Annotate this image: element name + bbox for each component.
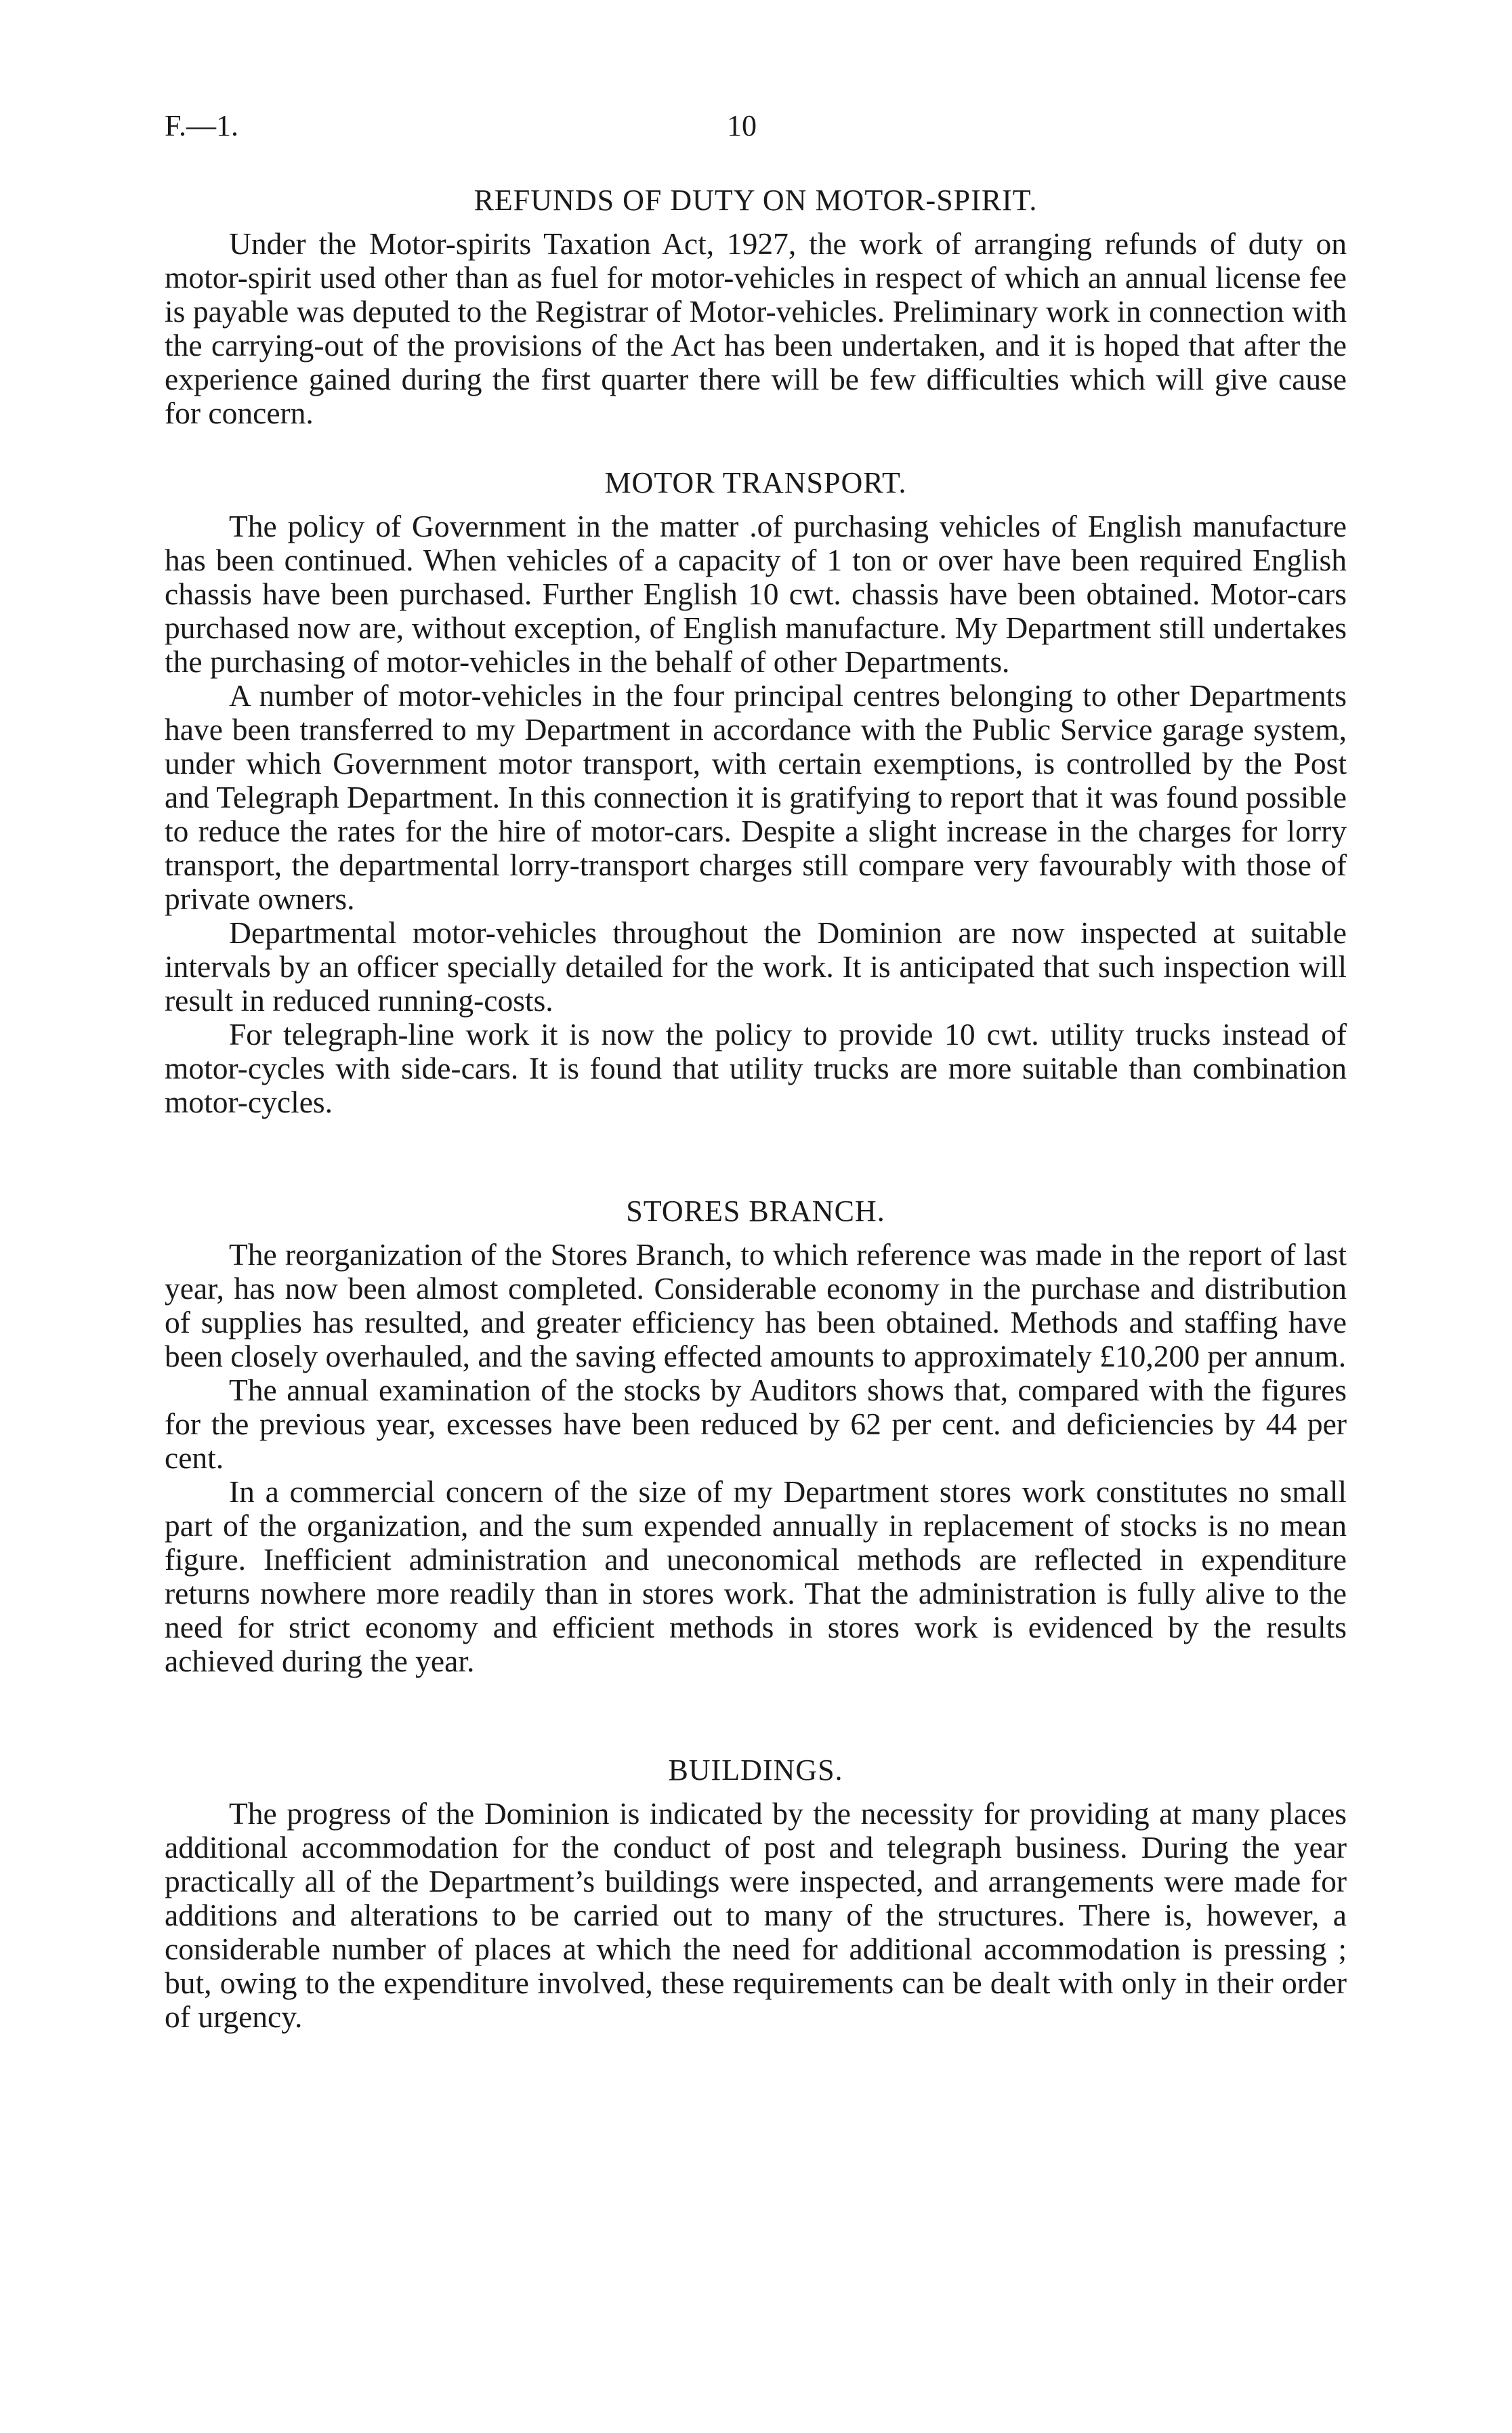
document-reference: F.—1. <box>165 109 238 142</box>
page-number: 10 <box>727 109 757 142</box>
paragraph: The annual examination of the stocks by Auditors shows that, compared with the figures for the previous year, excesses have been reduced by 62 per cent. and deficiencies by 44 per cent. <box>165 1373 1347 1475</box>
paragraph: The progress of the Dominion is indicated by the necessity for providing at many places additional accommodation for the conduct of post and telegraph business. During the year practically all of the Department’s buildings were inspected, and arrangements were made for additions and alterations to be carried out to many of the structures. There is, however, a considerable number of places at which the need for additional accommodation is pressing ; but, owing to the expenditure involved, these requirements can be dealt with only in their order of urgency. <box>165 1796 1347 2034</box>
section-heading: BUILDINGS. <box>668 1753 843 1787</box>
section-heading: MOTOR TRANSPORT. <box>604 466 907 499</box>
paragraph: Under the Motor-spirits Taxation Act, 1927, the work of arranging refunds of duty on motor-spirit used other than as fuel for motor-vehicles in respect of which an annual license fee is payable was deputed to the Registrar of Motor-vehicles. Preliminary work in connection with the carrying-out of the provisions of the Act has been undertaken, and it is hoped that after the experience gained during the first quarter there will be few difficulties which will give cause for concern. <box>165 226 1347 430</box>
section-buildings <box>165 1753 1347 2034</box>
page-body <box>165 183 1347 2069</box>
paragraph: A number of motor-vehicles in the four principal centres belonging to other Departments have been transferred to my Department in accordance with the Public Service garage system, under which Government motor transport, with certain exemptions, is controlled by the Post and Telegraph Department. In this connection it is gratifying to report that it was found possible to reduce the rates for the hire of motor-cars. Despite a slight increase in the charges for lorry transport, the departmental lorry-transport charges still compare very favourably with those of private owners. <box>165 678 1347 916</box>
section-stores-branch <box>165 1194 1347 1678</box>
paragraph: Departmental motor-vehicles throughout the Dominion are now inspected at suitable intervals by an officer specially detailed for the work. It is anticipated that such inspection will result in reduced running-costs. <box>165 915 1347 1018</box>
paragraph: The reorganization of the Stores Branch, to which reference was made in the report of last year, has now been almost completed. Considerable economy in the purchase and distribution of supplies has resulted, and greater efficiency has been obtained. Methods and staffing have been closely overhauled, and the saving effected amounts to approximately £10,200 per annum. <box>165 1237 1347 1373</box>
page-header <box>165 108 1350 149</box>
section-heading: STORES BRANCH. <box>626 1194 885 1228</box>
paragraph: In a commercial concern of the size of my Department stores work constitutes no small part of the organization, and the sum expended annually in replacement of stocks is no mean figure. Inefficient administration and uneconomical methods are reflected in expenditure returns nowhere more readily than in stores work. That the administration is fully alive to the need for strict economy and efficient methods in stores work is evidenced by the results achieved during the year. <box>165 1474 1347 1678</box>
paragraph: The policy of Government in the matter .of purchasing vehicles of English manufacture has been continued. When vehicles of a capacity of 1 ton or over have been required English chassis have been purchased. Further English 10 cwt. chassis have been obtained. Motor-cars purchased now are, without exception, of English manufacture. My Department still undertakes the purchasing of motor-vehicles in the behalf of other Departments. <box>165 509 1347 679</box>
section-heading: REFUNDS OF DUTY ON MOTOR-SPIRIT. <box>474 184 1038 217</box>
paragraph: For telegraph-line work it is now the policy to provide 10 cwt. utility trucks instead of motor-cycles with side-cars. It is found that utility trucks are more suitable than combination motor-cycles. <box>165 1017 1347 1119</box>
section-motor-transport <box>165 465 1347 1119</box>
section-refunds-motor-spirit <box>165 183 1347 430</box>
